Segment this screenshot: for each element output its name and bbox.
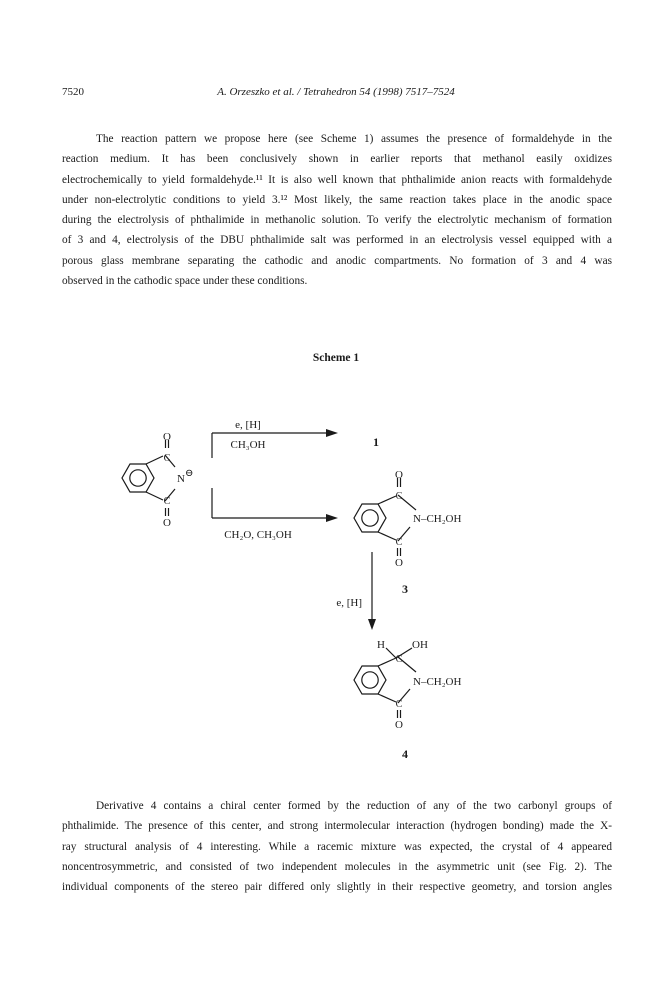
compound-3-label: 3 [402, 582, 408, 596]
paragraph-line: noncentrosymmetric, and consisted of two independent molecules in the asymmetric unit (see Fig. 2). The [62, 860, 612, 873]
paragraph-line: of 3 and 4, electrolysis of the DBU phthalimide salt was performed in an electrolysis vessel equipped with a [62, 234, 612, 247]
paragraph-line: reaction medium. It has been conclusively shown in earlier reports that methanol easily oxidizes [62, 153, 612, 166]
reagent-label-methanol: CH₃OH [230, 439, 266, 451]
paragraph-line: electrochemically to yield formaldehyde.¹¹ It is also well known that phthalimide anion reacts with formaldehyde [62, 173, 612, 186]
paragraph-line: The reaction pattern we propose here (see Scheme 1) assumes the presence of formaldehyde in the [96, 133, 612, 145]
reagent-label-electron-reduction: e, [H] [235, 419, 261, 431]
paragraph-line: during the electrolysis of phthalimide in methanolic solution. To verify the electrolytic mechanism of formation [62, 214, 612, 227]
n-ch2oh-label: N–CH₂OH [413, 676, 462, 688]
scheme-title: Scheme 1 [312, 352, 360, 364]
paragraph-line: porous glass membrane separating the cathodic and anodic compartments. No formation of 3 and 4 was [62, 254, 612, 267]
nitrogen-label: N [177, 473, 185, 485]
hydrogen-label: H [377, 639, 385, 651]
paragraph-line: ray structural analysis of 4 interesting. While a racemic mixture was expected, the crystal of 4 appeared [62, 840, 612, 853]
paragraph-line: Derivative 4 contains a chiral center formed by the reduction of any of the two carbonyl groups of [96, 800, 612, 812]
compound-3-structure [354, 478, 416, 556]
carbonyl-oxygen-label: O [163, 517, 171, 529]
carbon-label: C [395, 537, 403, 548]
paragraph-line: observed in the cathodic space under these conditions. [62, 275, 308, 288]
anion-charge-icon: ⊖ [185, 468, 194, 479]
paragraph-line: individual components of the stereo pair differed only slightly in their respective geometry, and torsion angles [62, 881, 612, 894]
reagent-label-formaldehyde-methanol: CH₂O, CH₃OH [224, 529, 292, 541]
carbonyl-oxygen-label: O [395, 557, 403, 569]
paragraph-line: phthalimide. The presence of this center, and strong intermolecular interaction (hydrogen bonding) made the X- [62, 820, 612, 833]
carbon-label: C [163, 453, 171, 464]
running-head: A. Orzeszko et al. / Tetrahedron 54 (1998) 7517–7524 [217, 86, 455, 98]
paragraph-2 [62, 796, 612, 897]
carbon-label: C [163, 496, 171, 507]
reaction-arrows [212, 433, 372, 622]
carbonyl-oxygen-label: O [395, 469, 403, 481]
hydroxyl-label: OH [412, 639, 428, 651]
reagent-label-electron-reduction: e, [H] [336, 597, 362, 609]
carbon-label: C [395, 699, 403, 710]
carbon-label: C [395, 491, 403, 502]
carbon-label: C [395, 654, 403, 665]
page-number: 7520 [62, 86, 84, 98]
carbonyl-oxygen-label: O [395, 719, 403, 731]
compound-4-structure [354, 648, 416, 718]
carbonyl-oxygen-label: O [163, 431, 171, 443]
compound-4-label: 4 [402, 747, 408, 761]
paragraph-line: under non-electrolytic conditions to yield 3.¹² Most likely, the same reaction takes place in the anodic space [62, 193, 612, 206]
compound-1-label: 1 [373, 435, 379, 449]
n-ch2oh-label: N–CH₂OH [413, 513, 462, 525]
